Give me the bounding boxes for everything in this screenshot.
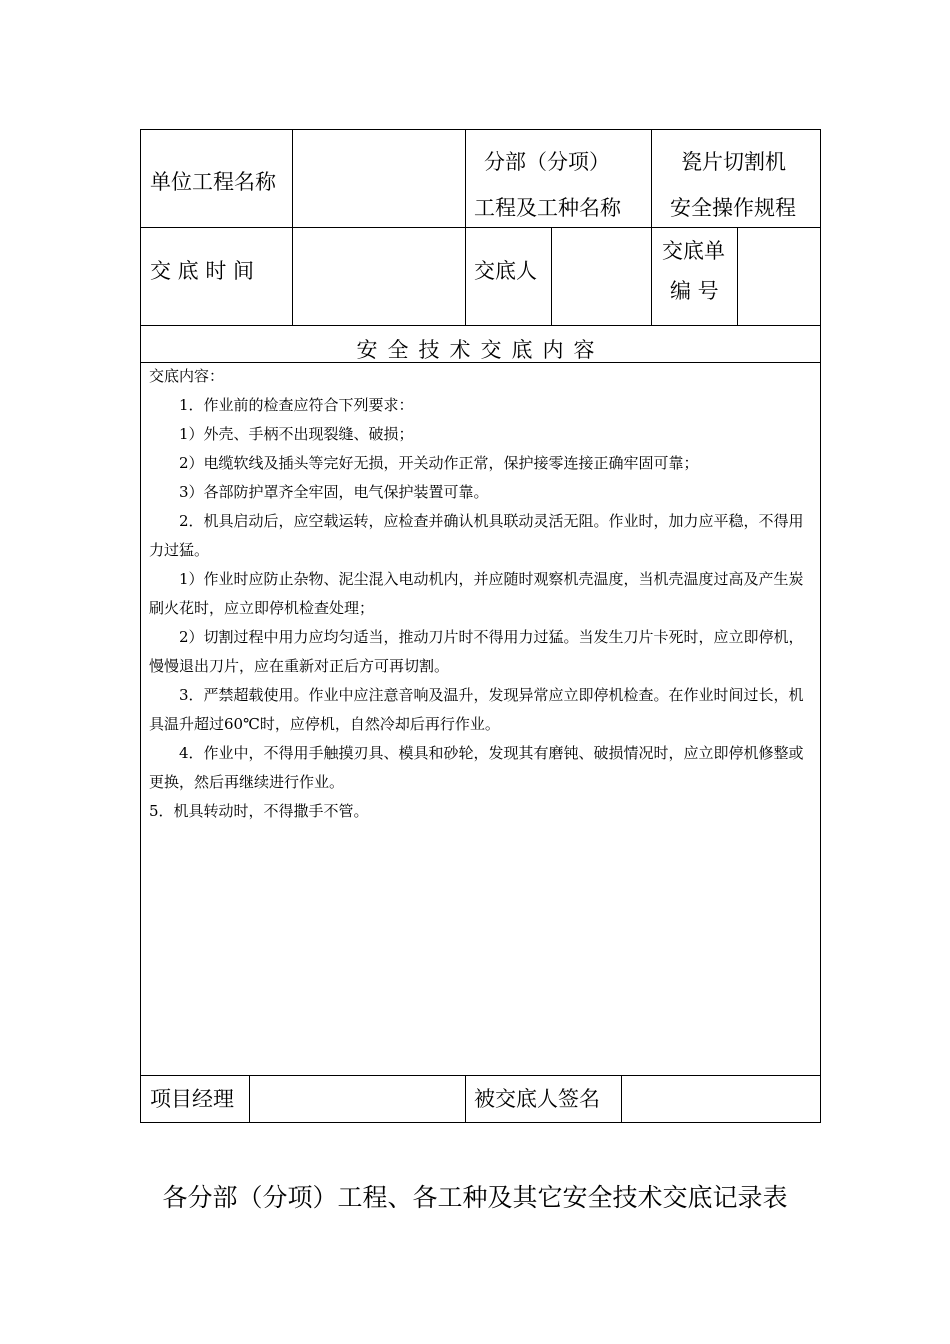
rule-left bbox=[140, 129, 141, 1123]
unit-project-label: 单位工程名称 bbox=[150, 170, 276, 194]
signee-label: 被交底人签名 bbox=[474, 1087, 600, 1111]
briefing-number-label-line1: 交底单 bbox=[662, 239, 725, 263]
rule-col-h bbox=[621, 1075, 622, 1122]
briefing-time-label: 交 底 时 间 bbox=[150, 259, 255, 283]
content-item: 1）外壳、手柄不出现裂缝、破损； bbox=[179, 425, 414, 443]
rule-col-d bbox=[551, 227, 552, 325]
section-heading: 安全技术交底内容 bbox=[356, 338, 605, 362]
rule-content-bottom bbox=[140, 1075, 821, 1076]
rule-col-e bbox=[737, 227, 738, 325]
rule-bottom bbox=[140, 1122, 821, 1123]
content-label: 交底内容： bbox=[149, 367, 225, 385]
document-title: 各分部（分项）工程、各工种及其它安全技术交底记录表 bbox=[162, 1183, 788, 1212]
rule-col-b bbox=[465, 129, 466, 325]
subproject-label-line1: 分部（分项） bbox=[484, 150, 610, 174]
briefer-label: 交底人 bbox=[474, 259, 537, 283]
content-item: 5．机具转动时，不得撒手不管。 bbox=[149, 802, 369, 820]
rule-row2 bbox=[140, 325, 821, 326]
content-item: 2）电缆软线及插头等完好无损，开关动作正常，保护接零连接正确牢固可靠； bbox=[179, 454, 699, 472]
content-item: 2）切割过程中用力应均匀适当，推动刀片时不得用力过猛。当发生刀片卡死时，应立即停机，慢慢退出刀片，应在重新对正后方可再切割。 bbox=[149, 628, 804, 675]
subproject-value-line2: 安全操作规程 bbox=[670, 196, 796, 220]
rule-col-f bbox=[249, 1075, 250, 1122]
project-manager-label: 项目经理 bbox=[150, 1087, 234, 1111]
content-item: 1）作业时应防止杂物、泥尘混入电动机内，并应随时观察机壳温度，当机壳温度过高及产生炭刷火花时，应立即停机检查处理； bbox=[149, 570, 804, 617]
rule-col-a bbox=[292, 129, 293, 325]
subproject-value-line1: 瓷片切割机 bbox=[681, 150, 786, 174]
content-item: 1．作业前的检查应符合下列要求： bbox=[179, 396, 414, 414]
content-item: 4．作业中，不得用手触摸刃具、模具和砂轮，发现其有磨钝、破损情况时，应立即停机修整或更换，然后再继续进行作业。 bbox=[149, 744, 804, 791]
rule-col-g bbox=[465, 1075, 466, 1122]
content-item: 2．机具启动后，应空载运转，应检查并确认机具联动灵活无阻。作业时，加力应平稳，不得用力过猛。 bbox=[149, 512, 804, 559]
rule-col-c bbox=[651, 129, 652, 325]
briefing-content bbox=[149, 362, 813, 826]
subproject-label-line2: 工程及工种名称 bbox=[474, 196, 621, 220]
content-item: 3．严禁超载使用。作业中应注意音响及温升，发现异常应立即停机检查。在作业时间过长，机具温升超过60℃时，应停机，自然冷却后再行作业。 bbox=[149, 686, 804, 733]
content-item: 3）各部防护罩齐全牢固，电气保护装置可靠。 bbox=[179, 483, 489, 501]
briefing-number-label-line2: 编 号 bbox=[670, 279, 719, 303]
rule-row1 bbox=[140, 227, 821, 228]
rule-right bbox=[820, 129, 821, 1123]
rule-top bbox=[140, 129, 821, 130]
